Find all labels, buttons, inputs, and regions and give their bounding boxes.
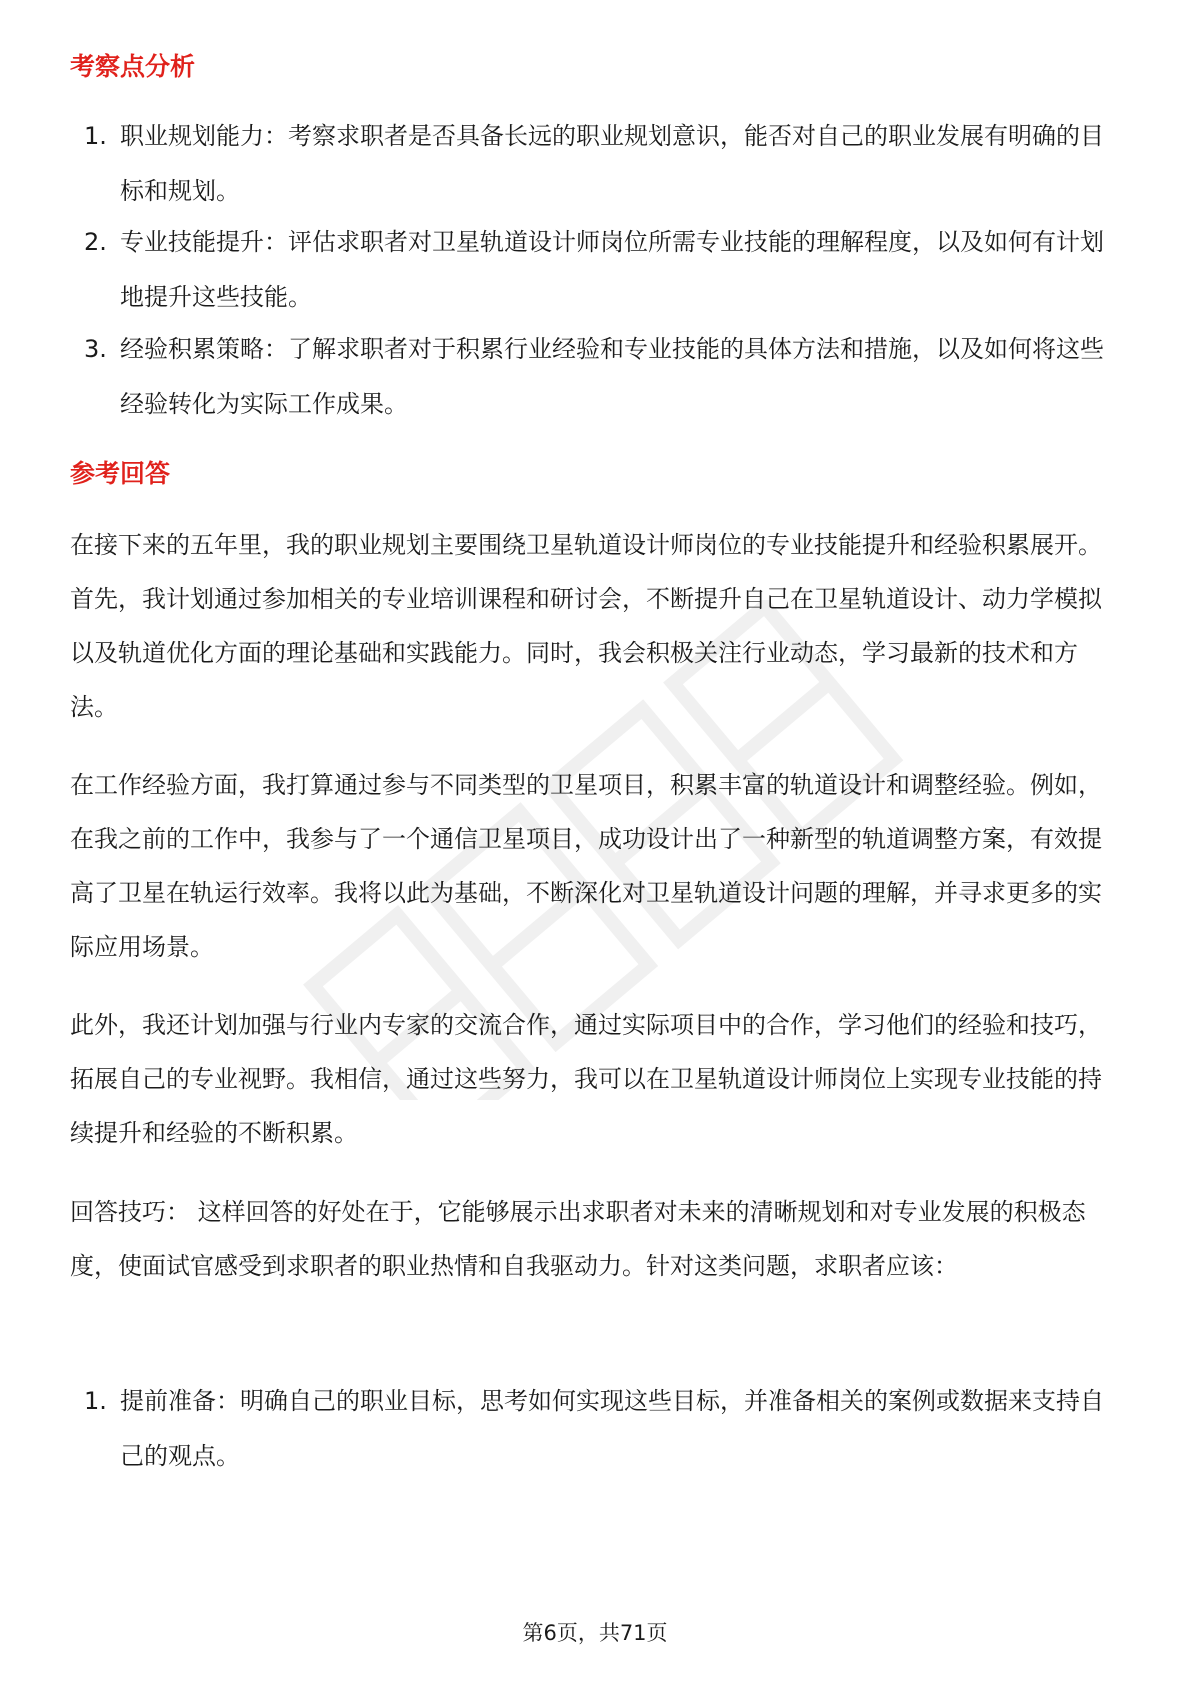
answer-paragraph: 此外，我还计划加强与行业内专家的交流合作，通过实际项目中的合作，学习他们的经验和技巧，拓展自己的专业视野。我相信，通过这些努力，我可以在卫星轨道设计师岗位上实现专业技能的持续提升和经验的不断积累。 (70, 1011, 1102, 1147)
list-item-number: 3. (84, 335, 107, 363)
answer-heading: 参考回答 (70, 459, 171, 488)
list-item-text: 经验积累策略：了解求职者对于积累行业经验和专业技能的具体方法和措施，以及如何将这些经验转化为实际工作成果。 (120, 335, 1104, 418)
answer-paragraph: 在接下来的五年里，我的职业规划主要围绕卫星轨道设计师岗位的专业技能提升和经验积累展开。首先，我计划通过参加相关的专业培训课程和研讨会，不断提升自己在卫星轨道设计、动力学模拟以及轨道优化方面的理论基础和实践能力。同时，我会积极关注行业动态，学习最新的技术和方法。 (70, 531, 1102, 721)
list-item-text: 职业规划能力：考察求职者是否具备长远的职业规划意识，能否对自己的职业发展有明确的目标和规划。 (120, 122, 1104, 205)
analysis-heading: 考察点分析 (70, 52, 196, 81)
list-item-number: 1. (84, 1387, 107, 1415)
page-number: 第6页，共71页 (522, 1621, 668, 1645)
answer-tips-paragraph: 回答技巧： 这样回答的好处在于，它能够展示出求职者对未来的清晰规划和对专业发展的积极态度，使面试官感受到求职者的职业热情和自我驱动力。针对这类问题，求职者应该： (70, 1198, 1086, 1280)
list-item-text: 专业技能提升：评估求职者对卫星轨道设计师岗位所需专业技能的理解程度，以及如何有计划地提升这些技能。 (120, 228, 1104, 311)
list-item-number: 1. (84, 122, 107, 150)
list-item-text: 提前准备：明确自己的职业目标，思考如何实现这些目标，并准备相关的案例或数据来支持自己的观点。 (120, 1387, 1104, 1470)
list-item-number: 2. (84, 228, 107, 256)
answer-paragraph: 在工作经验方面，我打算通过参与不同类型的卫星项目，积累丰富的轨道设计和调整经验。例如，在我之前的工作中，我参与了一个通信卫星项目，成功设计出了一种新型的轨道调整方案，有效提高了卫星在轨运行效率。我将以此为基础，不断深化对卫星轨道设计问题的理解，并寻求更多的实际应用场景。 (70, 771, 1102, 961)
